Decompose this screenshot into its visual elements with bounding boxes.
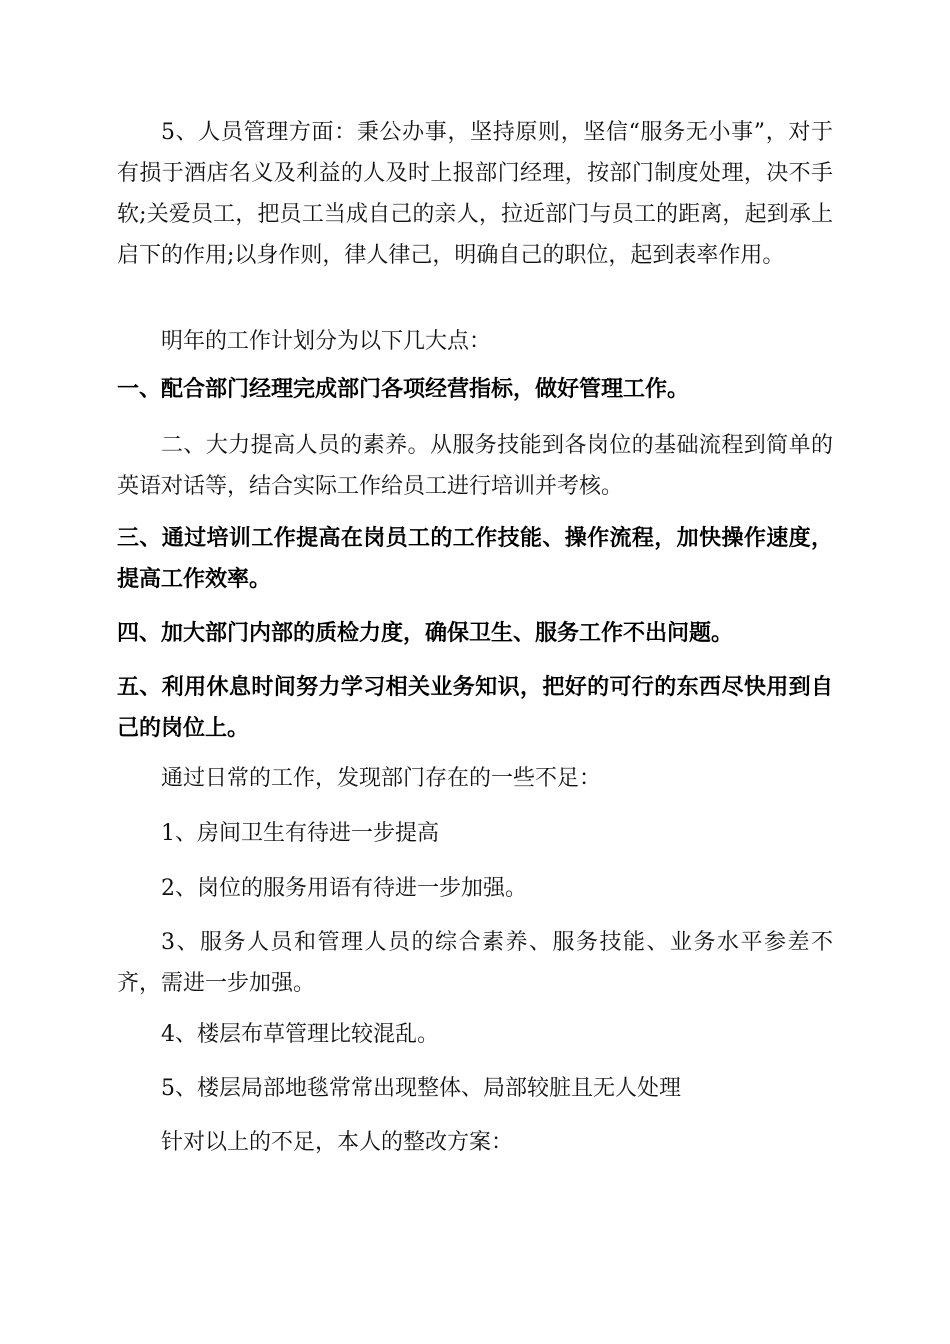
- list-item-shortcoming-5: 5、楼层局部地毯常常出现整体、局部较脏且无人处理: [161, 1076, 681, 1101]
- list-item-shortcoming-1: 1、房间卫生有待进一步提高: [161, 821, 439, 846]
- heading-plan-item-4: 四、加大部门内部的质检力度，确保卫生、服务工作不出问题。: [117, 621, 734, 646]
- heading-plan-item-5: 五、利用休息时间努力学习相关业务知识，把好的可行的东西尽快用到自己的岗位上。: [117, 675, 833, 741]
- paragraph-plan-item-2: 二、大力提高人员的素养。从服务技能到各岗位的基础流程到简单的英语对话等，结合实际工作给员工进行培训并考核。: [117, 433, 833, 499]
- paragraph-plan-intro: 明年的工作计划分为以下几大点：: [161, 329, 492, 354]
- paragraph-rectification-intro: 针对以上的不足，本人的整改方案：: [161, 1130, 514, 1155]
- paragraph-shortcomings-intro: 通过日常的工作，发现部门存在的一些不足：: [161, 766, 602, 791]
- heading-plan-item-3: 三、通过培训工作提高在岗员工的工作技能、操作流程，加快操作速度，提高工作效率。: [117, 526, 833, 592]
- heading-plan-item-1: 一、配合部门经理完成部门各项经营指标，做好管理工作。: [117, 377, 690, 402]
- paragraph-personnel-management: 5、人员管理方面：秉公办事，坚持原则，坚信“服务无小事”，对于有损于酒店名义及利益的人及时上报部门经理，按部门制度处理，决不手软;关爱员工，把员工当成自己的亲人，拉近部门与员工的距离，起到承上启下的作用;以身作则，律人律己，明确自己的职位，起到表率作用。: [117, 120, 833, 268]
- list-item-shortcoming-3: 3、服务人员和管理人员的综合素养、服务技能、业务水平参差不齐，需进一步加强。: [117, 930, 833, 996]
- list-item-shortcoming-4: 4、楼层布草管理比较混乱。: [161, 1022, 439, 1047]
- list-item-shortcoming-2: 2、岗位的服务用语有待进一步加强。: [161, 876, 527, 901]
